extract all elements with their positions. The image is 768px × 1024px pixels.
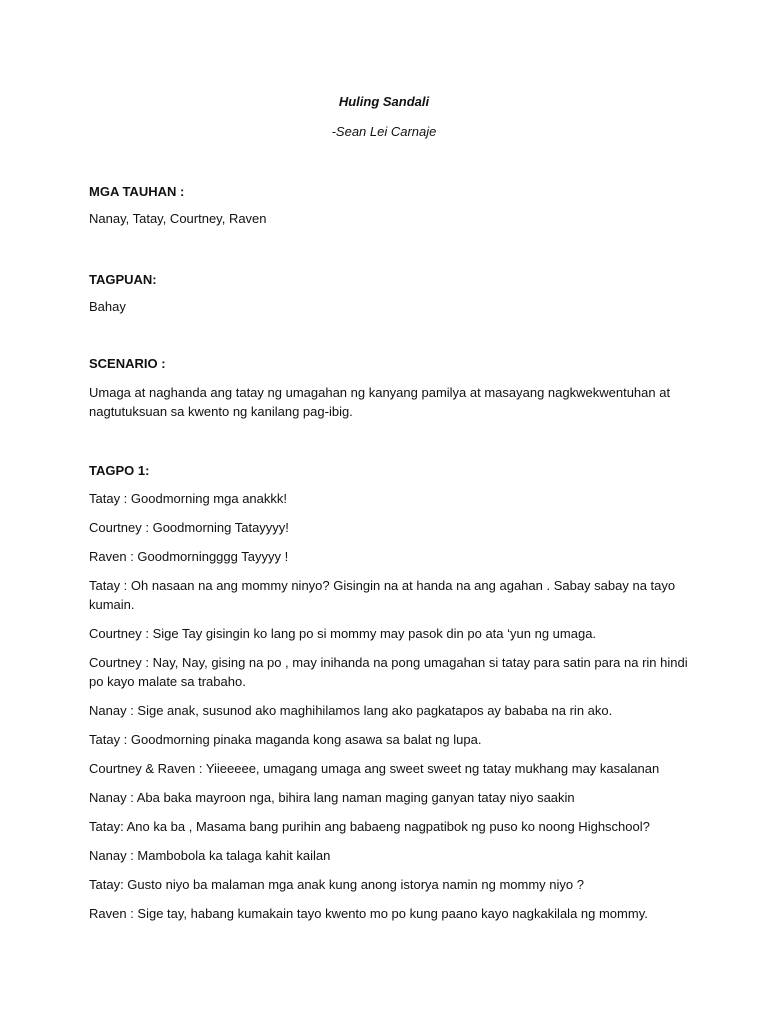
dialogue-line: Raven : Sige tay, habang kumakain tayo kwento mo po kung paano kayo nagkakilala ng mommy. (89, 906, 648, 921)
dialogue-line: Tatay : Oh nasaan na ang mommy ninyo? Gisingin na at handa na ang agahan . Sabay sabay na tayo (89, 578, 676, 593)
scenario-text-line: nagtutuksuan sa kwento ng kanilang pag-ibig. (89, 404, 353, 419)
document-author: -Sean Lei Carnaje (331, 124, 437, 139)
dialogue-line: Raven : Goodmorningggg Tayyyy ! (89, 549, 289, 564)
tagpuan-text: Bahay (89, 299, 126, 314)
tagpo-heading: TAGPO 1: (89, 463, 150, 478)
dialogue-line: Tatay : Goodmorning mga anakkk! (89, 491, 287, 506)
dialogue-line: kumain. (89, 597, 135, 612)
dialogue-line: po kayo malate sa trabaho. (89, 674, 246, 689)
tagpuan-heading: TAGPUAN: (89, 272, 157, 287)
tauhan-text: Nanay, Tatay, Courtney, Raven (89, 211, 267, 226)
dialogue-line: Courtney : Goodmorning Tatayyyy! (89, 520, 289, 535)
scenario-heading: SCENARIO : (89, 356, 166, 371)
dialogue-line: Courtney & Raven : Yiieeeee, umagang umaga ang sweet sweet ng tatay mukhang may kasalanan (89, 761, 660, 776)
dialogue-line: Tatay : Goodmorning pinaka maganda kong asawa sa balat ng lupa. (89, 732, 482, 747)
dialogue-line: Nanay : Aba baka mayroon nga, bihira lang naman maging ganyan tatay niyo saakin (89, 790, 575, 805)
dialogue-line: Tatay: Gusto niyo ba malaman mga anak kung anong istorya namin ng mommy niyo ? (89, 877, 584, 892)
dialogue-line: Nanay : Sige anak, susunod ako maghihilamos lang ako pagkatapos ay bababa na rin ako. (89, 703, 613, 718)
scenario-text-line: Umaga at naghanda ang tatay ng umagahan ng kanyang pamilya at masayang nagkwekwentuhan at (89, 385, 671, 400)
dialogue-line: Courtney : Sige Tay gisingin ko lang po si mommy may pasok din po ata ‘yun ng umaga. (89, 626, 597, 641)
dialogue-line: Courtney : Nay, Nay, gising na po , may inihanda na pong umagahan si tatay para satin para na rin hindi (89, 655, 688, 670)
tauhan-heading: MGA TAUHAN : (89, 184, 185, 199)
dialogue-line: Nanay : Mambobola ka talaga kahit kailan (89, 848, 331, 863)
dialogue-line: Tatay: Ano ka ba , Masama bang purihin ang babaeng nagpatibok ng puso ko noong Highschool? (89, 819, 650, 834)
document-title: Huling Sandali (338, 94, 430, 109)
